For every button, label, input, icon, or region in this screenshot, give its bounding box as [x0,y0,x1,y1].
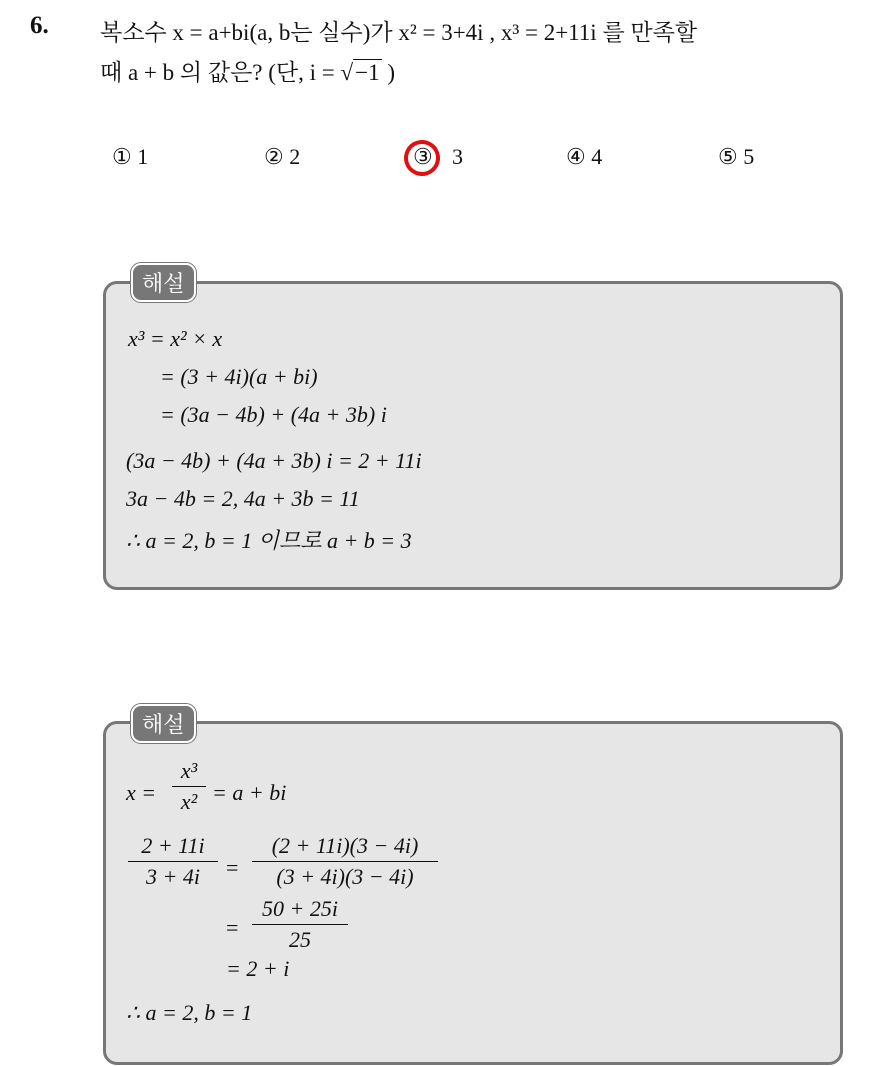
fraction-numerator: 2 + 11i [141,833,205,858]
solution1-line-1: x³ = x² × x [128,326,223,351]
final-line: ∴ a = 2, b = 1 [126,1000,253,1025]
fraction-denominator: 25 [252,924,348,953]
fraction-denominator: 3 + 4i [128,861,218,890]
choice-3[interactable]: ③ [413,144,433,169]
solution1-line-5: 3a − 4b = 2, 4a + 3b = 11 [126,486,360,511]
solution1-line-2: = (3 + 4i)(a + bi) [160,364,318,389]
choice-1[interactable]: ① 1 [112,144,149,169]
sqrt-radicand: −1 [355,60,380,85]
question-text-line2 [100,54,395,87]
sqrt-symbol: √−1 [340,60,380,85]
choice-3-value[interactable]: 3 [452,144,463,169]
question-text-line1: 복소수 x = a+bi(a, b는 실수)가 x² = 3+4i , x³ = 2+11i 를 만족할 [100,20,698,45]
choice-5[interactable]: ⑤ 5 [718,144,755,169]
selected-answer-circle-mark [399,135,444,180]
solution-tab-1: 해설 [131,263,196,302]
equals-sign-1: = [226,855,239,880]
question-line2-pre: 때 a + b 의 값은? (단, i = [100,60,341,85]
choice-4[interactable]: ④ 4 [566,144,603,169]
fraction-numerator: 50 + 25i [262,896,338,921]
fraction-numerator: x³ [180,758,198,783]
fraction-x3-over-x2 [172,758,206,815]
fraction-2-11i-over-3-4i [128,833,218,890]
fraction-denominator: (3 + 4i)(3 − 4i) [252,861,438,890]
solution1-line-6: ∴ a = 2, b = 1 이므로 a + b = 3 [126,528,412,553]
x-rhs: = a + bi [212,780,287,805]
question-number: 6. [30,12,49,39]
equals-sign-2: = [226,915,239,940]
question-line2-post: ) [381,60,396,85]
fraction-numerator: (2 + 11i)(3 − 4i) [271,833,419,858]
x-lhs: x = [126,780,157,805]
solution-tab-2: 해설 [131,704,196,743]
solution1-line-3: = (3a − 4b) + (4a + 3b) i [160,402,387,427]
fraction-denominator: x² [172,786,206,815]
solution1-line-4: (3a − 4b) + (4a + 3b) i = 2 + 11i [126,448,422,473]
fraction-50-25i-over-25 [252,896,348,953]
fraction-expanded [252,833,438,890]
choice-2[interactable]: ② 2 [264,144,301,169]
result-line: = 2 + i [226,956,290,981]
